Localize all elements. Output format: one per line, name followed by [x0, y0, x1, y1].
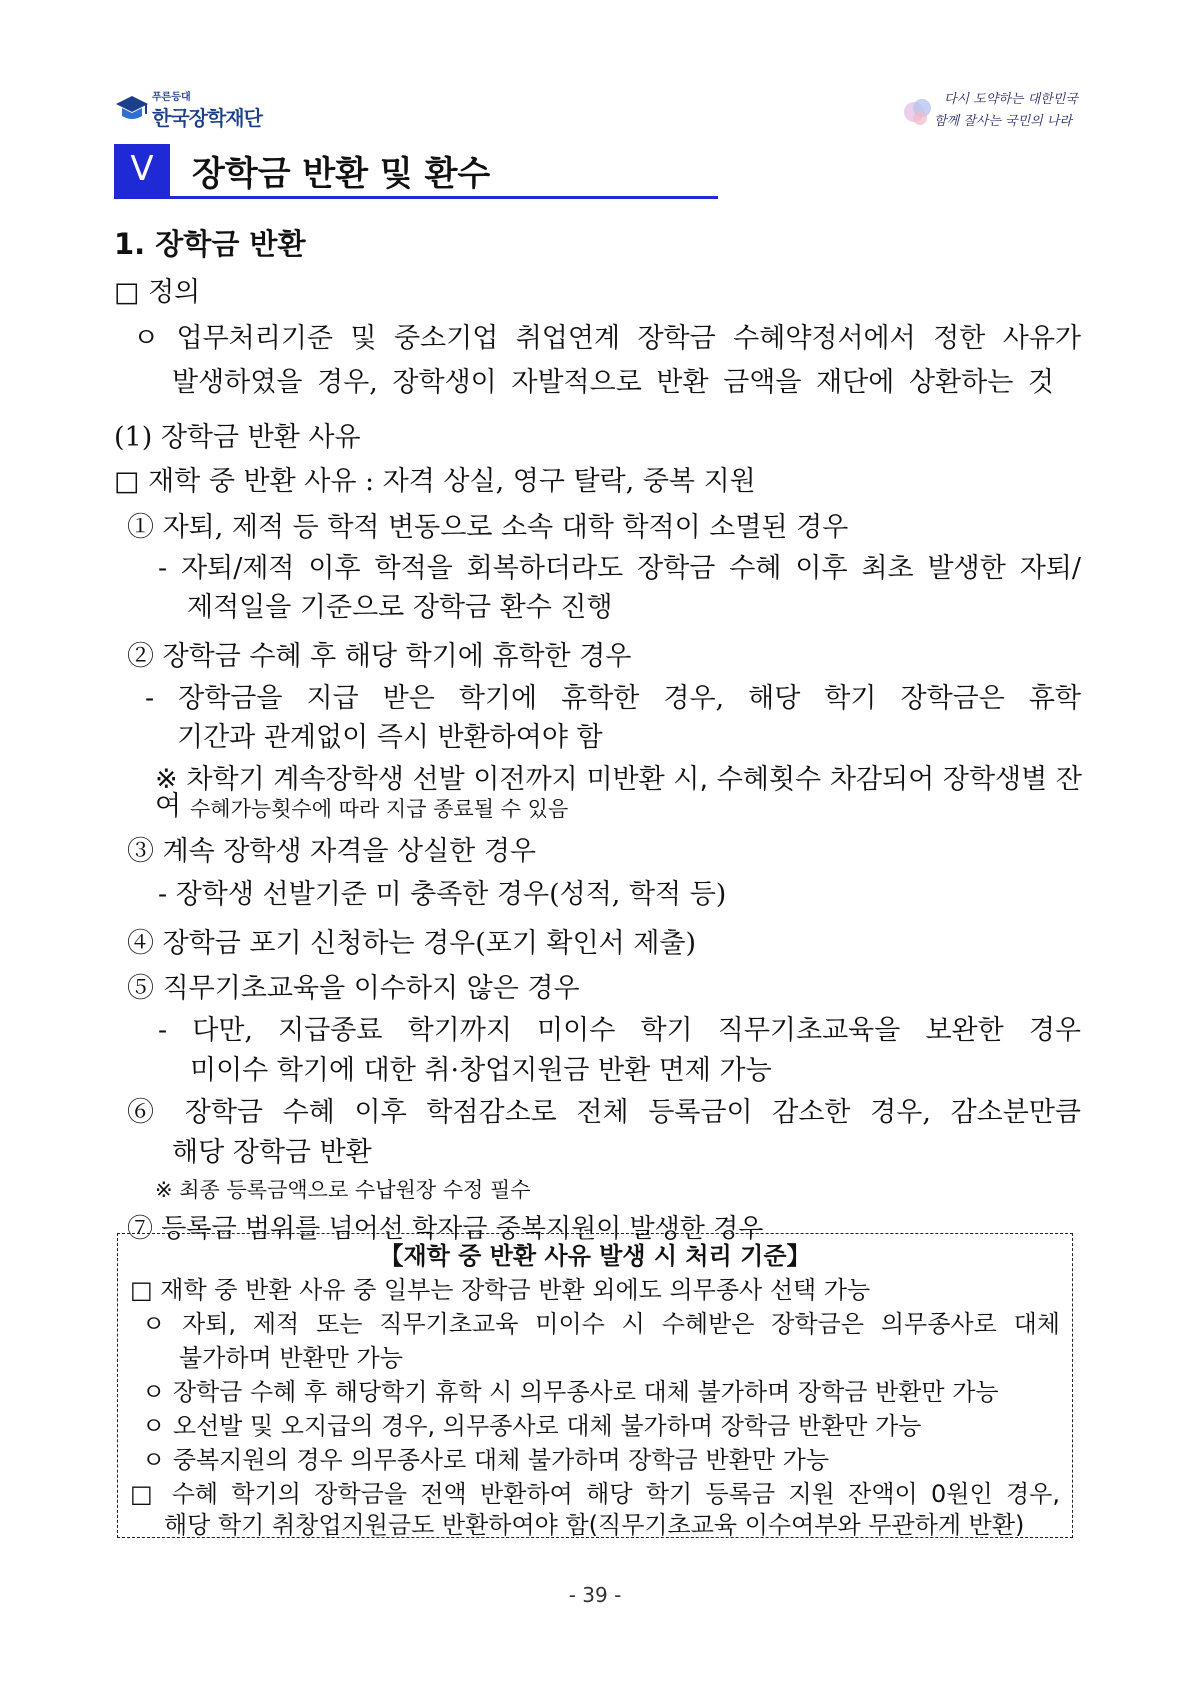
box-item-2-line-2: 해당 학기 취창업지원금도 반환하여야 함(직무기초교육 이수여부와 무관하게 반환) — [164, 1511, 1025, 1539]
reason-6-note: ※ 최종 등록금액으로 수납원장 수정 필수 — [155, 1178, 531, 1202]
reason-5-detail-2: 미이수 학기에 대한 취·창업지원금 반환 면제 가능 — [190, 1055, 772, 1086]
section-number: Ⅴ — [114, 144, 170, 196]
logo-name: 한국장학재단 — [152, 106, 262, 130]
definition-line-2: 발생하였을 경우, 장학생이 자발적으로 반환 금액을 재단에 상환하는 것 — [172, 367, 1054, 398]
box-item-1: □ 재학 중 반환 사유 중 일부는 장학금 반환 외에도 의무종사 선택 가능 — [130, 1276, 871, 1304]
reason-7: ⑦ 등록금 범위를 넘어선 학자금 중복지원이 발생한 경우 — [127, 1214, 764, 1244]
reason-5: ⑤ 직무기초교육을 이수하지 않은 경우 — [127, 973, 580, 1004]
box-item-2-line-1: □ 수혜 학기의 장학금을 전액 반환하여 해당 학기 등록금 지원 잔액이 0원인 경우, — [130, 1480, 1060, 1508]
logo-tagline: 푸른등대 — [152, 92, 191, 103]
reason-2-note-1: ※ 차학기 계속장학생 선발 이전까지 미반환 시, 수혜횟수 차감되어 장학생별 잔여 — [155, 764, 1082, 822]
processing-criteria-box — [117, 1233, 1073, 1538]
subheading-reasons: (1) 장학금 반환 사유 — [114, 422, 361, 453]
box-title: 【재학 중 반환 사유 발생 시 처리 기준】 — [379, 1242, 811, 1270]
section-underline — [114, 196, 718, 199]
box-item-1-sub-3: ㅇ 오선발 및 오지급의 경우, 의무종사로 대체 불가하며 장학금 반환만 가능 — [142, 1412, 922, 1440]
reason-2-detail-1: - 장학금을 지급 받은 학기에 휴학한 경우, 해당 학기 장학금은 휴학 — [145, 683, 1081, 714]
box-item-1-sub-1-line-2: 불가하며 반환만 가능 — [179, 1344, 403, 1372]
kosaf-logo — [114, 88, 294, 134]
reason-2-note-2: 수혜가능횟수에 따라 지급 종료될 수 있음 — [190, 797, 569, 821]
reason-2: ② 장학금 수혜 후 해당 학기에 휴학한 경우 — [127, 641, 632, 672]
reason-4: ④ 장학금 포기 신청하는 경우(포기 확인서 제출) — [127, 928, 697, 959]
box-item-1-sub-1-line-1: ㅇ 자퇴, 제적 또는 직무기초교육 미이수 시 수혜받은 장학금은 의무종사로 대체 — [142, 1310, 1060, 1338]
reason-1-detail-1: - 자퇴/제적 이후 학적을 회복하더라도 장학금 수혜 이후 최초 발생한 자퇴/ — [158, 553, 1081, 584]
reason-3: ③ 계속 장학생 자격을 상실한 경우 — [127, 836, 536, 867]
heading-1: 1. 장학금 반환 — [114, 227, 306, 261]
section-title: 장학금 반환 및 환수 — [192, 154, 491, 194]
definition-heading: □ 정의 — [114, 277, 201, 308]
reason-5-detail-1: - 다만, 지급종료 학기까지 미이수 학기 직무기초교육을 보완한 경우 — [158, 1015, 1081, 1046]
government-slogan — [900, 86, 1090, 134]
reason-1-detail-2: 제적일을 기준으로 장학금 환수 진행 — [187, 592, 613, 623]
enrolled-reasons-heading: □ 재학 중 반환 사유 : 자격 상실, 영구 탈락, 중복 지원 — [114, 466, 756, 497]
definition-line-1: ㅇ 업무처리기준 및 중소기업 취업연계 장학금 수혜약정서에서 정한 사유가 — [133, 323, 1081, 354]
reason-2-detail-2: 기간과 관계없이 즉시 반환하여야 함 — [177, 722, 603, 753]
reason-6-line-1: ⑥ 장학금 수혜 이후 학점감소로 전체 등록금이 감소한 경우, 감소분만큼 — [127, 1097, 1081, 1128]
reason-6-line-2: 해당 장학금 반환 — [172, 1137, 372, 1168]
reason-3-detail-1: - 장학생 선발기준 미 충족한 경우(성적, 학적 등) — [158, 879, 727, 910]
slogan-line-1: 다시 도약하는 대한민국 — [944, 92, 1078, 107]
page-number: - 39 - — [568, 1583, 622, 1607]
slogan-line-2: 함께 잘사는 국민의 나라 — [934, 114, 1072, 129]
box-item-1-sub-4: ㅇ 중복지원의 경우 의무종사로 대체 불가하며 장학금 반환만 가능 — [142, 1446, 829, 1474]
box-item-1-sub-2: ㅇ 장학금 수혜 후 해당학기 휴학 시 의무종사로 대체 불가하며 장학금 반환만 가능 — [142, 1378, 999, 1406]
graduation-cap-icon — [114, 94, 150, 126]
reason-1: ① 자퇴, 제적 등 학적 변동으로 소속 대학 학적이 소멸된 경우 — [127, 512, 849, 543]
